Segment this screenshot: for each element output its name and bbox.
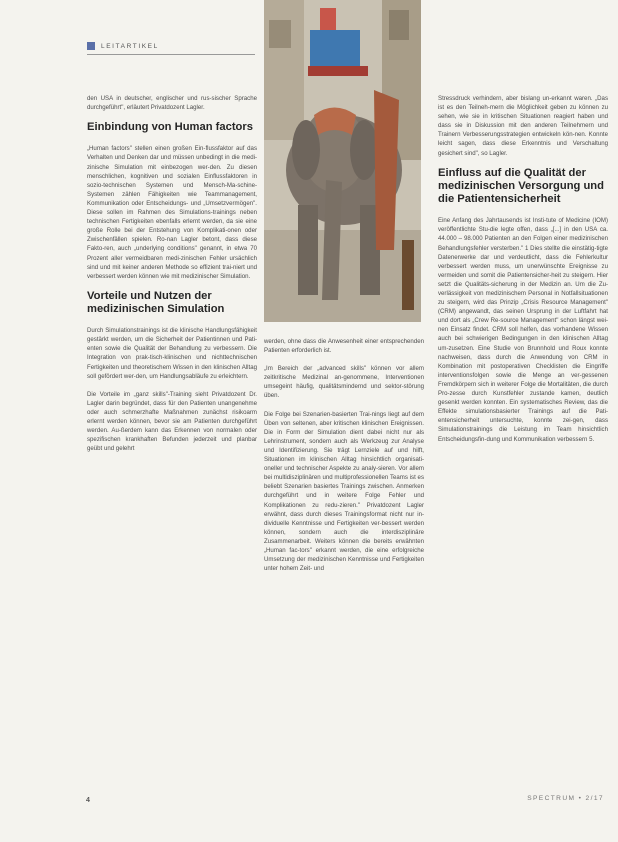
section-label: LEITARTIKEL — [101, 42, 159, 50]
paragraph: werden, ohne dass die Anwesenheit einer entsprechenden Patienten erforderlich ist. — [264, 338, 424, 355]
elephant-photo — [264, 0, 421, 322]
elephant-photo-illustration — [264, 0, 421, 322]
article-column-middle — [264, 337, 424, 582]
article-column-left — [87, 94, 257, 462]
subheading: Einfluss auf die Qualität der medizinischen Versorgung und die Patientensicherheit — [438, 166, 604, 206]
section-rule — [87, 54, 255, 55]
page-number: 4 — [86, 797, 90, 804]
section-tag — [87, 42, 159, 50]
issue-label: SPECTRUM • 2/17 — [527, 795, 604, 802]
article-column-right — [438, 94, 608, 453]
paragraph: Durch Simulationstrainings ist die klinische Handlungsfähigkeit gestärkt werden, um die Sicherheit der Patientinnen und Pati-enten sowie die Qualität der Behandlung zu verbessern. Die Integration von prak-tisch-klinischen und nichttechnischen Fertigkeiten und theoretischem Wissen in den klinischen Alltag soll gefördert wer-den, um Handlungsabläufe zu erleichtern. — [87, 327, 257, 380]
paragraph: Eine Anfang des Jahrtausends ist Insti-tute of Medicine (IOM) veröffentlichte Stu-die legte offen, dass „[...] in den USA ca. 44.000 – 98.000 Patienten an den Folgen einer medizinischen Behandlungsfehler versterben." 1 Dies stellte die einstätig-tigte Datenerwerke dar und verdeutlicht, dass die Fehlerkultur verbessert werden muss, um unerwünschte Ereignisse zu vermeiden und somit die Patientensicher-heit zu steigern. Hier setzt die Qualitäts-sicherung in der Medizin an. Um die Zu-verlässigkeit von medizinischem Personal in Notfallsituationen zu steigern, wird das Prinzip „Crisis Resource Management" (CRM) angewandt, das seinen Ursprung in der Luftfahrt hat und dort als „Crew Re-source Management" schon längst wei-nen Einsatz findet. CRM soll helfen, das vorhandene Wissen auch bei schwierigen Bedingungen in den klinischen Alltag um-zusetzen. Eine Studie von Brunnhold und Roux konnte nachweisen, dass durch die Anwendung von CRM in Kombination mit postoperativen Checklisten die Eingriffe interventionsfolgen sowie die Menge an ver-gessenen Fremdkörpern sich in weiterer Folge die Mortalitäten, die durch Pro-zesse durch Kunstfehler zustande kamen, deutlich gesenkt werden konnten. Ein systematisches Review, das die Effekte simulationsbasierter Trainings auf die Pati-entensicherheit untersuchte, konnte zei-gen, dass Simulationstrainings die Leistung im Team hinsichtlich Entscheidungsfin-dung und Kommunikation verbessern 5. — [438, 217, 608, 443]
paragraph: den USA in deutscher, englischer und rus-sischer Sprache durchgeführt", erläutert Privatdozent Lagler. — [87, 95, 257, 112]
subheading: Vorteile und Nutzen der medizinischen Simulation — [87, 289, 225, 315]
paragraph: Die Vorteile im „ganz skills"-Training sieht Privatdozent Dr. Lagler darin begründet, dass für den Patienten unangenehme oder auch schmerzhafte Maßnahmen zunächst risikoarm erlernt werden können, bevor sie am Patienten durchgeführt werden. Au-ßerdem kann das Erkennen von normalen oder spezifischen krankhaften Befunden jederzeit und planbar geübt und gelehrt — [87, 390, 257, 453]
paragraph: „Im Bereich der „advanced skills" können vor allem zeitkritische Medizinal an-genommene, Interventionen umsegeint häufig, qualitätsmindernd und sektor-störung üben. — [264, 365, 424, 400]
paragraph: Die Folge bei Szenarien-basierten Trai-nings liegt auf dem Üben von seltenen, aber kritischen klinischen Ereignissen. Die in Form der Simulation dient dabei nicht nur als Lehrinstrument, sondern auch als Werkzeug zur Analyse und Identifizierung. Sie trägt Lernziele auf und hilft, Situationen im klinischen Alltag hinsichtlich organisati-oneller und technischer Aspekte zu analy-sieren. Vor allem bei multidisziplinären und multiprofessionellen Teams ist es beliebt Szenarien basiertes Trainings zwischen. Anmerken durchgeführt und in weitere Folge Fehler und Komplikationen zu redu-zieren." Privatdozent Lagler erwähnt, dass durch dieses Trainingsformat nicht nur in-dividuelle Kenntnisse und Fertigkeiten ver-bessert werden können, sondern auch die interdisziplinäre Zusammenarbeit. Weiters können die bereits erwähnten „Human fac-tors" erkannt werden, die eine erfolgreiche Umsetzung der medizinischen Kenntnisse und Fertigkeiten unter hohem Zeit- und — [264, 410, 424, 573]
paragraph: Stressdruck verhindern, aber bislang un-erkannt waren. „Das ist es den Teilneh-mern die Möglichkeit geben zu können zu sehen, wie sie in kritischen Situationen reagiert haben und dass sie in Diskussion mit den anderen Teilnehmern und Trainern Verbesserungsstrategien entwickeln kön-nen. Konnte leicht sagen, dass diese Erkenntnis und Verschaltung gesichert sind", so Lagler. — [438, 95, 608, 157]
section-marker — [87, 42, 95, 50]
subheading: Einbindung von Human factors — [87, 121, 253, 134]
paragraph: „Human factors" stellen einen großen Ein-flussfaktor auf das Verhalten und Denken dar und müssen unbedingt in die medi-zinische Simulation mit einbezogen wer-den. Zu diesen menschlichen, kognitiven und sozialen Einflussfaktoren in sozio-technischen Systemen und Mensch-Ma-schine-Systemen zählen Fähigkeiten wie Teammanagement, Kommunikation oder Entscheidungs- und „Umsetzvermögen". Diese sollen im Rahmen des Simulations-trainings neben technischen Fertigkeiten ebenfalls erlernt werden, da sie eine große Rolle bei der Entstehung von Komplikati-onen oder Zwischenfällen spielen. Ro-nan Lagler betont, dass diese Fakto-ren, auch „underlying conditions" genannt, in etwa 70 Prozent aller vermeidbaren medi-zinischen Fehler ursächlich sind und mit keiner anderen Methode so effizient trai-niert und verbessert werden können wie mit medizinischer Simulation. — [87, 145, 257, 280]
